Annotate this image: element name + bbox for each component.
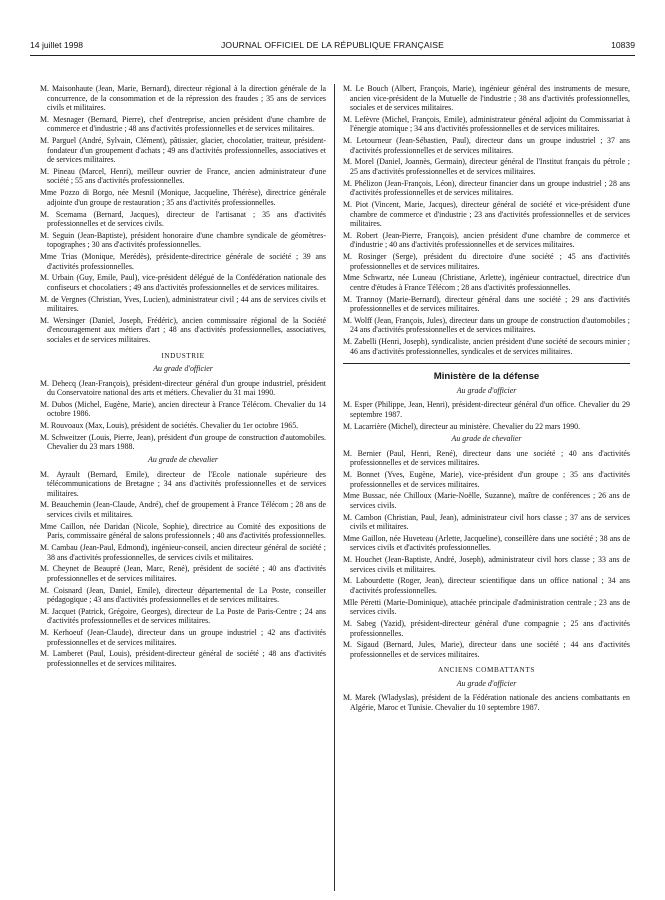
page-number: 10839	[611, 40, 635, 50]
decoree-entry: M. Pineau (Marcel, Henri), meilleur ouvrier de France, ancien administrateur d'une société ; 55 ans d'activités professionnelles.	[40, 166, 326, 186]
decoree-entry: M. Seguin (Jean-Baptiste), président honoraire d'une chambre syndicale de géomètres-topographes ; 30 ans d'activités professionnelles.	[40, 230, 326, 250]
decoree-entry: Mme Gaillon, née Huveteau (Arlette, Jacqueline), conseillère dans une société ; 38 ans de services civils et d'activités professionnelles.	[343, 533, 630, 553]
left-column	[40, 84, 326, 671]
decoree-entry: M. Kerhoeuf (Jean-Claude), directeur dans un groupe industriel ; 42 ans d'activités professionnelles et de services militaires.	[40, 628, 326, 647]
decoree-entry: Mme Schwartz, née Luneau (Christiane, Arlette), ingénieur contractuel, directrice d'un centre d'études à France Télécom ; 28 ans d'activités professionnelles.	[343, 273, 630, 292]
decoree-entry: M. Sigaud (Bernard, Jules, Marie), directeur dans une société ; 44 ans d'activités professionnelles et de services militaires.	[343, 640, 630, 659]
decoree-entry: M. Lefèvre (Michel, François, Emile), administrateur général adjoint du Commissariat à l'énergie atomique ; 34 ans d'activités professionnelles et de services militaires.	[343, 114, 630, 134]
decoree-entry: M. de Vergnes (Christian, Yves, Lucien), administrateur civil ; 44 ans de services civils et militaires.	[40, 294, 326, 314]
decoree-entry: Mme Pozzo di Borgo, née Mesnil (Monique, Jacqueline, Thérèse), directrice générale adjointe d'un groupe de restauration ; 35 ans d'activités professionnelles.	[40, 188, 326, 207]
decoree-entry: M. Bonnet (Yves, Eugène, Marie), vice-président d'un groupe ; 35 ans d'activités professionnelles et de services militaires.	[343, 470, 630, 489]
decoree-entry: M. Trannoy (Marie-Bernard), directeur général dans une société ; 29 ans d'activités professionnelles et de services militaires.	[343, 294, 630, 314]
decoree-entry: M. Rouvoaux (Max, Louis), président de sociétés. Chevalier du 1er octobre 1965.	[40, 421, 299, 431]
decoree-entry: M. Cambau (Jean-Paul, Edmond), ingénieur-conseil, ancien directeur général de société ; 38 ans d'activités professionnelles, de services civils et militaires.	[40, 542, 326, 562]
decoree-entry: M. Lacarrière (Michel), directeur au ministère. Chevalier du 22 mars 1990.	[343, 421, 581, 431]
decoree-entry: Mlle Péretti (Marie-Dominique), attachée principale d'administration centrale ; 23 ans de services civils.	[343, 597, 630, 617]
section-heading-industrie: INDUSTRIE	[161, 351, 205, 360]
grade-officier-heading: Au grade d'officier	[153, 364, 213, 374]
ministry-rule	[343, 363, 630, 364]
decoree-entry: M. Rosinger (Serge), président du directoire d'une société ; 45 ans d'activités professionnelles et de services militaires.	[343, 252, 630, 271]
decoree-entry: M. Le Bouch (Albert, François, Marie), ingénieur général des instruments de mesure, ancien vice-président de la Mutuelle de l'industrie ; 38 ans d'activités professionnelles, sociales et de services militaires.	[343, 84, 630, 113]
section-heading-anciens-combattants: ANCIENS COMBATTANTS	[438, 666, 535, 675]
ministry-heading: Ministère de la défense	[433, 371, 540, 383]
left-entries-officier	[40, 379, 326, 452]
right-entries-officier	[343, 400, 630, 431]
decoree-entry: M. Letourneur (Jean-Sébastien, Paul), directeur dans un groupe industriel ; 37 ans d'activités professionnelles et de services militaires.	[343, 136, 630, 155]
decoree-entry: M. Morel (Daniel, Joannès, Germain), directeur général de l'Institut français du pétrole ; 25 ans d'activités professionnelles et de services militaires.	[343, 157, 630, 176]
decoree-entry: M. Sabeg (Yazid), président-directeur général d'une compagnie ; 25 ans d'activités professionnelles.	[343, 619, 630, 638]
decoree-entry: M. Jacquet (Patrick, Grégoire, Georges), directeur de La Poste de Paris-Centre ; 24 ans d'activités professionnelles et de services militaires.	[40, 606, 326, 626]
decoree-entry: M. Houchet (Jean-Baptiste, André, Joseph), administrateur civil hors classe ; 33 ans de services civils et militaires.	[343, 555, 630, 574]
decoree-entry: M. Maisonhaute (Jean, Marie, Bernard), directeur régional à la direction générale de la concurrence, de la consommation et de la répression des fraudes ; 35 ans de services civils et militaires.	[40, 84, 326, 113]
decoree-entry: M. Parguel (André, Sylvain, Clément), pâtissier, glacier, chocolatier, traiteur, président-fondateur d'un groupement d'achats ; 49 ans d'activités professionnelles, associatives et de services militaires.	[40, 136, 326, 165]
grade-officier-heading: Au grade d'officier	[456, 385, 517, 395]
decoree-entry: M. Cambon (Christian, Paul, Jean), administrateur civil hors classe ; 37 ans de services civils et militaires.	[343, 512, 630, 532]
issue-date: 14 juillet 1998	[30, 40, 84, 50]
page-header	[30, 40, 635, 52]
grade-officier-heading: Au grade d'officier	[456, 678, 517, 688]
decoree-entry: M. Beauchemin (Jean-Claude, André), chef de groupement à France Télécom ; 28 ans de services civils et militaires.	[40, 500, 326, 519]
grade-chevalier-heading: Au grade de chevalier	[148, 455, 218, 465]
decoree-entry: M. Cheynet de Beaupré (Jean, Marc, René), président de société ; 40 ans d'activités professionnelles et de services militaires.	[40, 564, 326, 583]
right-entries-top	[343, 84, 630, 356]
decoree-entry: M. Marek (Wladyslas), président de la Fédération nationale des anciens combattants en Algérie, Maroc et Tunisie. Chevalier du 10 septembre 1987.	[343, 693, 630, 713]
decoree-entry: M. Bernier (Paul, Henri, René), directeur dans une société ; 40 ans d'activités professionnelles et de services militaires.	[343, 448, 630, 468]
decoree-entry: M. Robert (Jean-Pierre, François), ancien président d'une chambre de commerce et d'industrie ; 40 ans d'activités professionnelles et de services militaires.	[343, 230, 630, 250]
decoree-entry: M. Scemama (Bernard, Jacques), directeur de l'artisanat ; 35 ans d'activités professionnelles et de services civils.	[40, 209, 326, 229]
decoree-entry: Mme Bussac, née Chilloux (Marie-Noëlle, Suzanne), maître de conférences ; 26 ans de services civils.	[343, 491, 630, 510]
right-entries-officier-2	[343, 693, 630, 712]
decoree-entry: M. Schweitzer (Louis, Pierre, Jean), président d'un groupe de construction d'automobiles. Chevalier du 23 mars 1988.	[40, 432, 326, 452]
decoree-entry: M. Lamberet (Paul, Louis), président-directeur général de société ; 48 ans d'activités professionnelles et de services militaires.	[40, 649, 326, 668]
decoree-entry: Mme Trias (Monique, Merédès), présidente-directrice générale de société ; 39 ans d'activités professionnelles.	[40, 252, 326, 271]
left-entries-chevalier	[40, 470, 326, 669]
right-column	[343, 84, 630, 715]
decoree-entry: M. Dubos (Michel, Eugène, Marie), ancien directeur à France Télécom. Chevalier du 14 octobre 1986.	[40, 399, 326, 419]
decoree-entry: M. Ayrault (Bernard, Emile), directeur de l'Ecole nationale supérieure des télécommunications de Bretagne ; 34 ans d'activités professionnelles et de services militaires.	[40, 469, 326, 498]
decoree-entry: M. Piot (Vincent, Marie, Jacques), directeur général de société et vice-président d'une chambre de commerce et d'industrie ; 23 ans d'activités professionnelles et de services militaires.	[343, 199, 630, 229]
left-entries-top	[40, 84, 326, 345]
decoree-entry: M. Labourdette (Roger, Jean), directeur scientifique dans un office national ; 34 ans d'activités professionnelles.	[343, 576, 630, 595]
decoree-entry: M. Mesnager (Bernard, Pierre), chef d'entreprise, ancien président d'une chambre de commerce et d'industrie ; 48 ans d'activités professionnelles et de services militaires.	[40, 114, 326, 134]
right-entries-chevalier	[343, 449, 630, 660]
decoree-entry: M. Coisnard (Jean, Daniel, Emile), directeur départemental de La Poste, conseiller pédagogique ; 43 ans d'activités professionnelles et de services militaires.	[40, 585, 326, 605]
decoree-entry: M. Dehecq (Jean-François), président-directeur général d'un groupe industriel, président du Conservatoire national des arts et métiers. Chevalier du 31 mai 1990.	[40, 378, 326, 398]
decoree-entry: M. Esper (Philippe, Jean, Henri), président-directeur général d'un office. Chevalier du 29 septembre 1987.	[343, 400, 630, 419]
header-rule	[30, 55, 635, 56]
decoree-entry: M. Wersinger (Daniel, Joseph, Frédéric), ancien commissaire régional de la Société d'encouragement aux métiers d'art ; 48 ans d'activités professionnelles, associatives, sociales et de services militaires.	[40, 315, 326, 344]
decoree-entry: Mme Caillon, née Daridan (Nicole, Sophie), directrice au Comité des expositions de Paris, commissaire général de salons professionnels ; 40 ans d'activités professionnelles.	[40, 521, 326, 541]
decoree-entry: M. Phélizon (Jean-François, Léon), directeur financier dans un groupe industriel ; 28 ans d'activités professionnelles et de services militaires.	[343, 178, 630, 198]
grade-chevalier-heading: Au grade de chevalier	[451, 434, 522, 444]
column-divider	[334, 84, 335, 891]
decoree-entry: M. Zabelli (Henri, Joseph), syndicaliste, ancien président d'une société de secours minier ; 46 ans d'activités professionnelles, syndicales et de services militaires.	[343, 337, 630, 356]
decoree-entry: M. Wolff (Jean, François, Jules), directeur dans un groupe de construction d'automobiles ; 24 ans d'activités professionnelles et de services militaires.	[343, 315, 630, 335]
journal-title: JOURNAL OFFICIEL DE LA RÉPUBLIQUE FRANÇAISE	[220, 40, 445, 50]
decoree-entry: M. Urbain (Guy, Emile, Paul), vice-président délégué de la Confédération nationale des confiseurs et chocolatiers ; 49 ans d'activités professionnelles et de services militaires.	[40, 273, 326, 292]
